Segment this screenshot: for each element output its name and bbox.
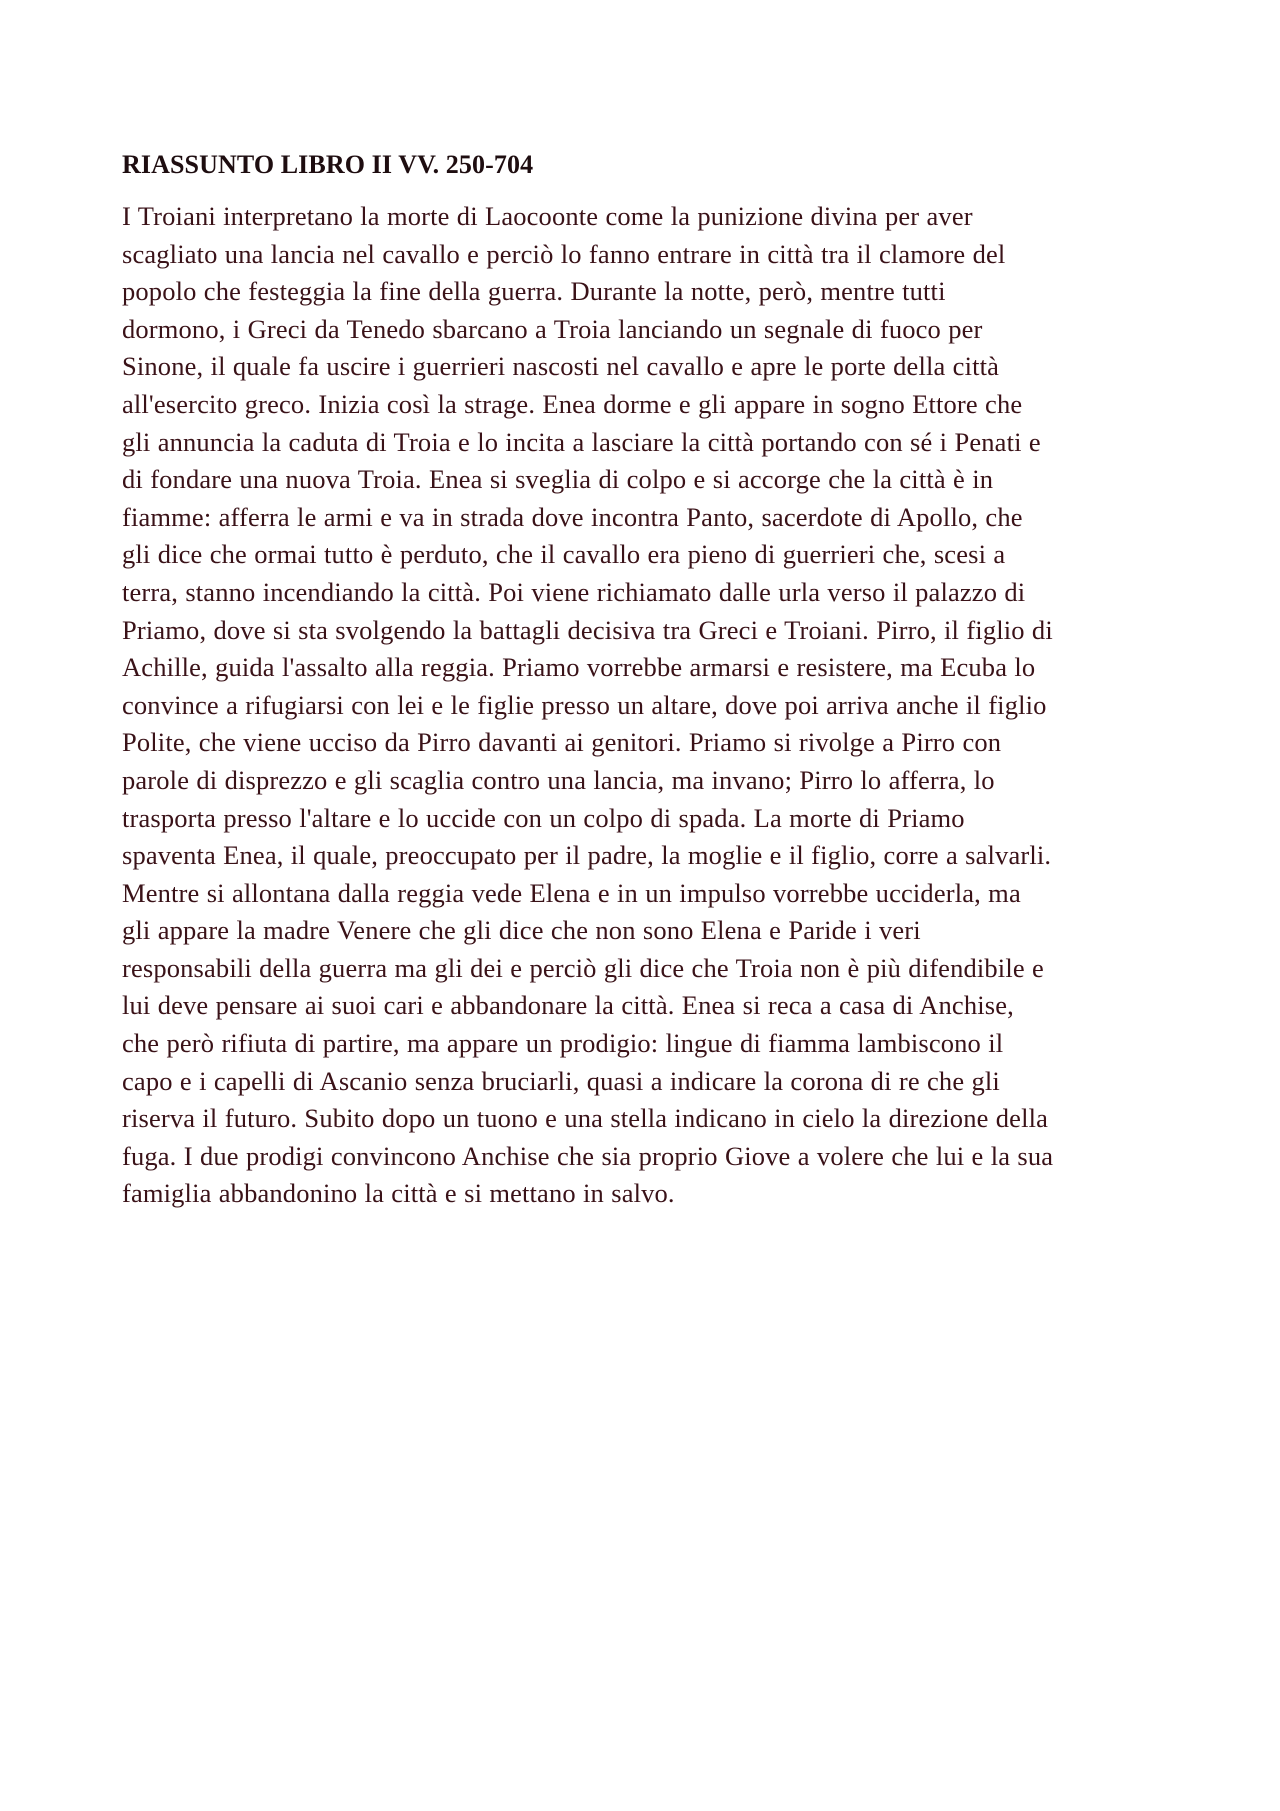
body-line: popolo che festeggia la fine della guerra. Durante la notte, però, mentre tutti	[122, 276, 946, 307]
body-line: parole di disprezzo e gli scaglia contro una lancia, ma invano; Pirro lo afferra, lo	[122, 764, 995, 795]
body-line: gli annuncia la caduta di Troia e lo incita a lasciare la città portando con sé i Penati e	[122, 426, 1041, 457]
body-line: dormono, i Greci da Tenedo sbarcano a Troia lanciando un segnale di fuoco per	[122, 313, 983, 344]
body-line: lui deve pensare ai suoi cari e abbandonare la città. Enea si reca a casa di Anchise,	[122, 990, 1014, 1021]
body-line: scagliato una lancia nel cavallo e perciò lo fanno entrare in città tra il clamore del	[122, 238, 1006, 269]
body-line: convince a rifugiarsi con lei e le figlie presso un altare, dove poi arriva anche il figlio	[122, 689, 1047, 720]
document-body	[122, 198, 1172, 1213]
document-content	[122, 150, 1172, 1213]
body-line: gli appare la madre Venere che gli dice che non sono Elena e Paride i veri	[122, 915, 921, 946]
body-line: Priamo, dove si sta svolgendo la battagli decisiva tra Greci e Troiani. Pirro, il figlio di	[122, 614, 1053, 645]
body-line: riserva il futuro. Subito dopo un tuono e una stella indicano in cielo la direzione della	[122, 1103, 1049, 1134]
body-line: Polite, che viene ucciso da Pirro davanti ai genitori. Priamo si rivolge a Pirro con	[122, 727, 1002, 758]
body-line: famiglia abbandonino la città e si mettano in salvo.	[122, 1178, 675, 1209]
body-line: Sinone, il quale fa uscire i guerrieri nascosti nel cavallo e apre le porte della città	[122, 351, 1000, 382]
body-line: terra, stanno incendiando la città. Poi viene richiamato dalle urla verso il palazzo di	[122, 576, 1026, 607]
body-line: Mentre si allontana dalla reggia vede Elena e in un impulso vorrebbe ucciderla, ma	[122, 877, 1021, 908]
body-line: responsabili della guerra ma gli dei e perciò gli dice che Troia non è più difendibile e	[122, 952, 1044, 983]
body-line: che però rifiuta di partire, ma appare un prodigio: lingue di fiamma lambiscono il	[122, 1028, 1004, 1059]
body-line: capo e i capelli di Ascanio senza bruciarli, quasi a indicare la corona di re che gli	[122, 1065, 1000, 1096]
body-line: all'esercito greco. Inizia così la strage. Enea dorme e gli appare in sogno Ettore che	[122, 388, 1023, 419]
body-line: spaventa Enea, il quale, preoccupato per il padre, la moglie e il figlio, corre a salvarli.	[122, 840, 1052, 871]
body-line: fiamme: afferra le armi e va in strada dove incontra Panto, sacerdote di Apollo, che	[122, 501, 1023, 532]
body-line: Achille, guida l'assalto alla reggia. Priamo vorrebbe armarsi e resistere, ma Ecuba lo	[122, 652, 1036, 683]
body-line: di fondare una nuova Troia. Enea si sveglia di colpo e si accorge che la città è in	[122, 464, 994, 495]
document-title: RIASSUNTO LIBRO II VV. 250-704	[122, 150, 534, 179]
body-line: trasporta presso l'altare e lo uccide con un colpo di spada. La morte di Priamo	[122, 802, 965, 833]
body-line: gli dice che ormai tutto è perduto, che il cavallo era pieno di guerrieri che, scesi a	[122, 539, 1006, 570]
body-line: fuga. I due prodigi convincono Anchise che sia proprio Giove a volere che lui e la sua	[122, 1140, 1054, 1171]
body-line: I Troiani interpretano la morte di Laocoonte come la punizione divina per aver	[122, 201, 973, 231]
